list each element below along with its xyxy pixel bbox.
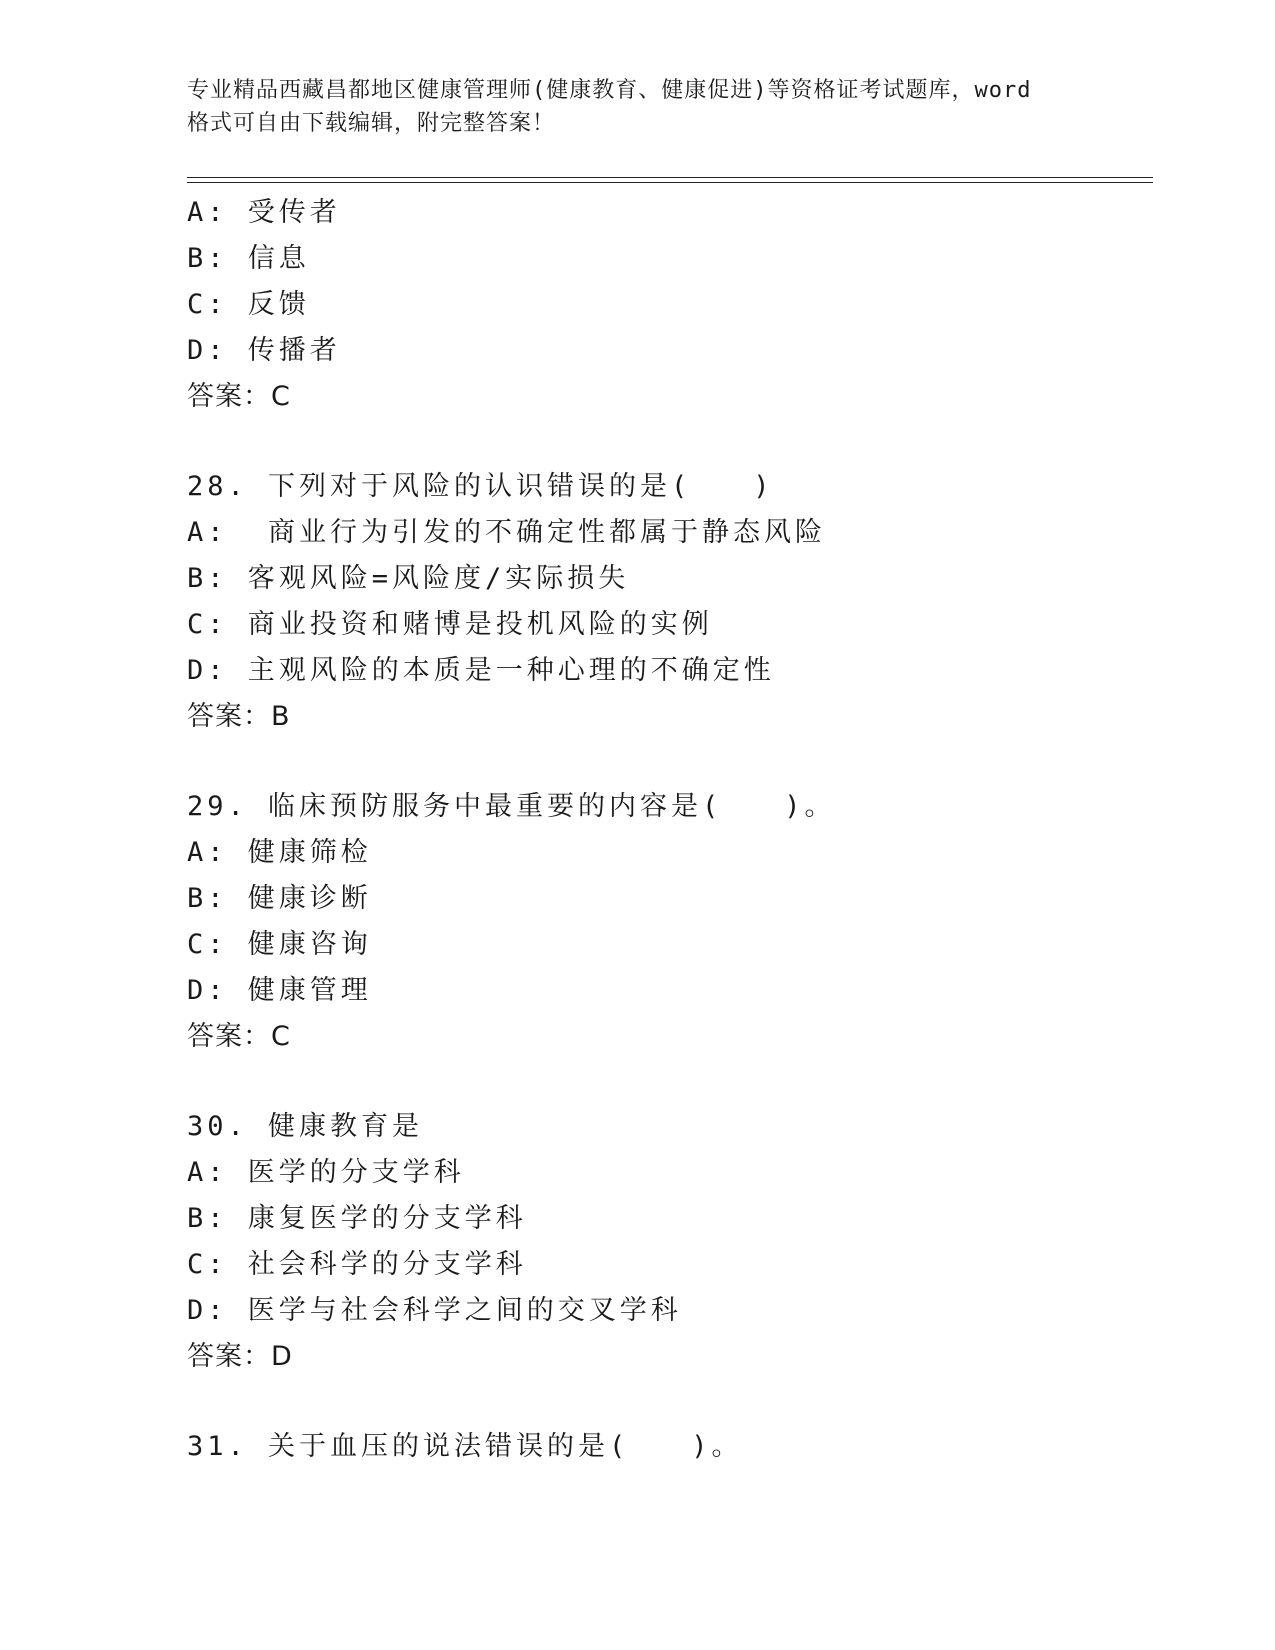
option-d: D: 医学与社会科学之间的交叉学科	[187, 1295, 682, 1326]
header-rule-bottom	[187, 182, 1153, 183]
header-line-2: 格式可自由下载编辑，附完整答案！	[187, 111, 556, 136]
option-a: A: 健康筛检	[187, 837, 372, 868]
answer-line: 答案：B	[187, 701, 291, 732]
header-line-1: 专业精品西藏昌都地区健康管理师(健康教育、健康促进)等资格证考试题库，word	[187, 78, 1032, 103]
option-a: A: 受传者	[187, 197, 341, 228]
option-b: B: 信息	[187, 243, 310, 274]
spacer	[187, 420, 1153, 464]
option-b: B: 康复医学的分支学科	[187, 1203, 527, 1234]
question-block-28	[187, 464, 1153, 740]
option-d: D: 主观风险的本质是一种心理的不确定性	[187, 655, 775, 686]
option-d: D: 传播者	[187, 335, 341, 366]
question-block-31	[187, 1424, 1153, 1470]
option-d: D: 健康管理	[187, 975, 372, 1006]
option-c: C: 反馈	[187, 289, 310, 320]
question-text: 28. 下列对于风险的认识错误的是( )	[187, 471, 774, 502]
question-text: 30. 健康教育是	[187, 1111, 424, 1142]
option-b: B: 客观风险=风险度/实际损失	[187, 563, 630, 594]
question-block-30	[187, 1104, 1153, 1380]
option-c: C: 商业投资和赌博是投机风险的实例	[187, 609, 713, 640]
option-c: C: 健康咨询	[187, 929, 372, 960]
header-rule-top	[187, 177, 1153, 178]
spacer	[187, 1380, 1153, 1424]
option-b: B: 健康诊断	[187, 883, 372, 914]
question-list	[187, 190, 1153, 1470]
spacer	[187, 1060, 1153, 1104]
question-text: 31. 关于血压的说法错误的是( )。	[187, 1431, 743, 1462]
answer-line: 答案：D	[187, 1341, 293, 1372]
answer-line: 答案：C	[187, 1021, 291, 1052]
answer-line: 答案：C	[187, 381, 291, 412]
spacer	[187, 740, 1153, 784]
option-a: A: 医学的分支学科	[187, 1157, 465, 1188]
option-c: C: 社会科学的分支学科	[187, 1249, 527, 1280]
option-a: A: 商业行为引发的不确定性都属于静态风险	[187, 517, 827, 548]
question-block-29	[187, 784, 1153, 1060]
question-text: 29. 临床预防服务中最重要的内容是( )。	[187, 791, 836, 822]
document-header	[187, 74, 1087, 140]
question-block-27	[187, 190, 1153, 420]
